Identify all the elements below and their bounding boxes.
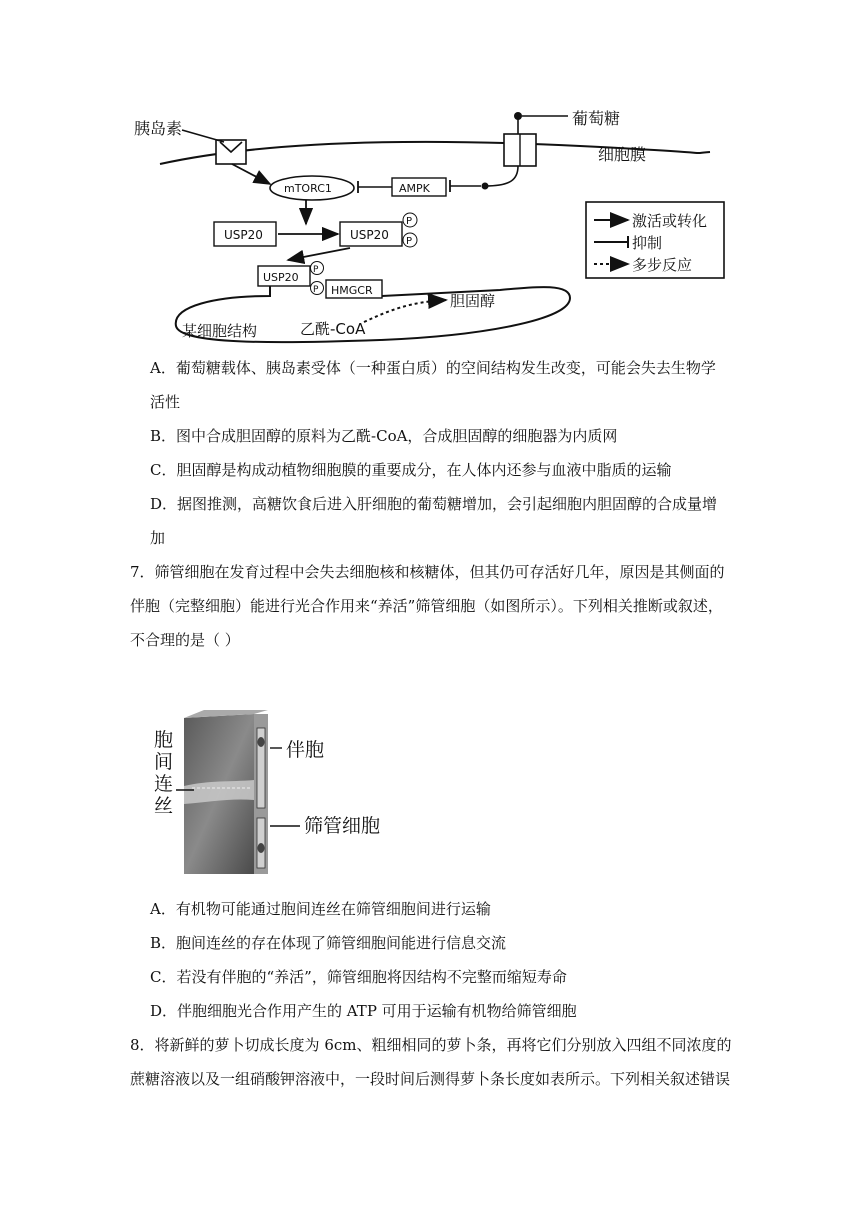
companion-label: 伴胞 [286,739,325,761]
svg-text:P: P [406,236,413,247]
svg-text:P: P [406,216,413,227]
structure-label: 某细胞结构 [182,322,258,340]
q6-option-a-cont: 活性 [150,393,181,411]
q8-stem-2: 蔗糖溶液以及一组硝酸钾溶液中，一段时间后测得萝卜条长度如表所示。下列相关叙述错误 [130,1070,731,1088]
q6-option-d: D．据图推测，高糖饮食后进入肝细胞的葡萄糖增加，会引起细胞内胆固醇的合成量增 [150,495,718,513]
q6-option-b: B．图中合成胆固醇的原料为乙酰-CoA，合成胆固醇的细胞器为内质网 [150,427,618,445]
usp20-box-2: USP20 [350,228,389,242]
svg-text:胞: 胞 [154,729,174,751]
svg-text:丝: 丝 [154,795,174,817]
cholesterol-label: 胆固醇 [450,292,496,310]
sieve-tube-figure [150,708,400,878]
svg-text:间: 间 [154,751,174,773]
acetylcoa-label: 乙酰-CoA [300,320,366,338]
q7-stem-1: 7．筛管细胞在发育过程中会失去细胞核和核糖体，但其仍可存活好几年，原因是其侧面的 [130,563,725,581]
q7-stem-3: 不合理的是（ ） [130,631,240,649]
q7-option-a: A．有机物可能通过胞间连丝在筛管细胞间进行运输 [150,900,491,918]
q7-stem-2: 伴胞（完整细胞）能进行光合作用来“养活”筛管细胞（如图所示）。下列相关推断或叙述， [130,597,723,615]
q6-option-d-cont: 加 [150,529,166,547]
svg-text:连: 连 [154,773,174,795]
q7-option-c: C．若没有伴胞的“养活”，筛管细胞将因结构不完整而缩短寿命 [150,968,567,986]
glucose-transporter [504,112,568,166]
q7-option-d: D．伴胞细胞光合作用产生的 ATP 可用于运输有机物给筛管细胞 [150,1002,577,1020]
membrane-label: 细胞膜 [598,145,647,164]
pathway-diagram [120,100,740,350]
legend-multistep: 多步反应 [632,256,693,274]
legend [586,202,724,278]
mtorc1-label: mTORC1 [284,182,332,195]
legend-activate: 激活或转化 [632,212,708,230]
svg-text:P: P [313,265,319,275]
usp20-box-3: USP20 [263,271,299,284]
legend-inhibit: 抑制 [632,234,663,252]
insulin-label: 胰岛素 [134,119,183,138]
usp20-box-1: USP20 [224,228,263,242]
q8-stem-1: 8．将新鲜的萝卜切成长度为 6cm、粗细相同的萝卜条，再将它们分别放入四组不同浓度的 [130,1036,732,1054]
q6-option-a: A．葡萄糖载体、胰岛素受体（一种蛋白质）的空间结构发生改变，可能会失去生物学 [150,359,716,377]
svg-text:P: P [313,285,319,295]
glucose-label: 葡萄糖 [572,109,621,128]
ampk-label: AMPK [399,182,430,195]
q6-option-c: C．胆固醇是构成动植物细胞膜的重要成分，在人体内还参与血液中脂质的运输 [150,461,672,479]
q7-option-b: B．胞间连丝的存在体现了筛管细胞间能进行信息交流 [150,934,507,952]
sieve-label: 筛管细胞 [304,815,381,837]
hmgcr-label: HMGCR [331,284,373,297]
